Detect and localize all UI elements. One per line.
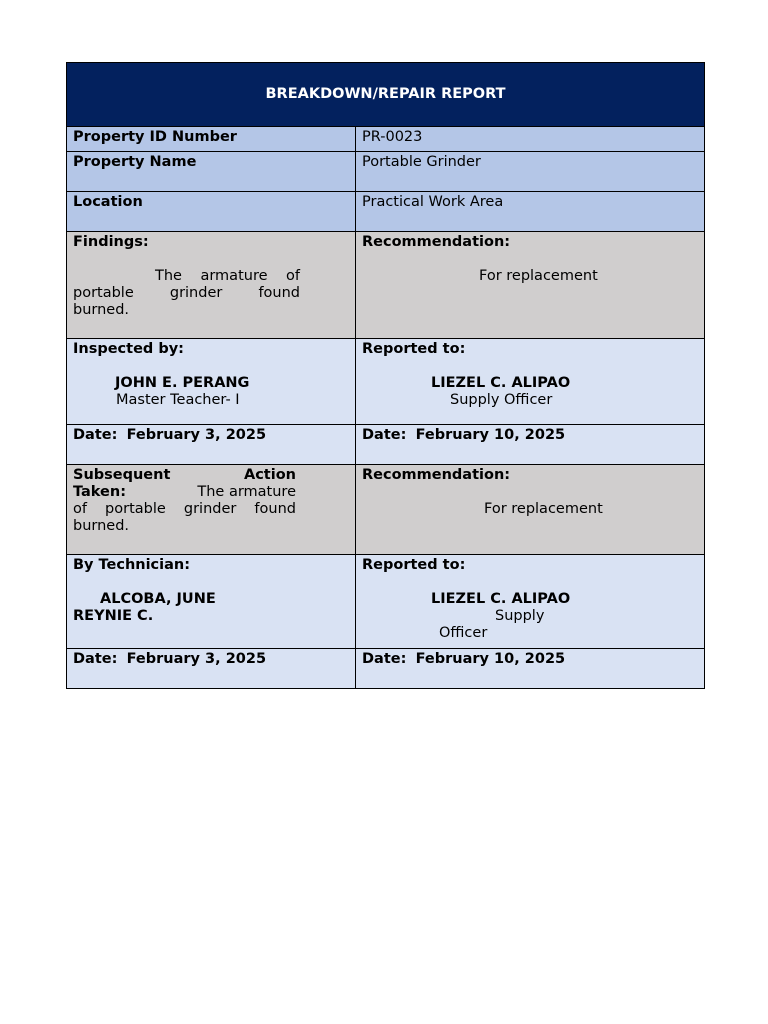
date-label-right-2: Date: bbox=[362, 651, 407, 667]
reported-to-position-2-line-2: Officer bbox=[439, 625, 488, 641]
findings-line-1: The armature of bbox=[155, 268, 300, 284]
inspected-by-cell bbox=[67, 339, 356, 425]
breakdown-repair-report-table bbox=[66, 62, 705, 689]
findings-cell bbox=[67, 232, 356, 339]
reported-to-position-1: Supply Officer bbox=[450, 392, 553, 408]
property-id-value: PR-0023 bbox=[356, 127, 705, 152]
property-id-label: Property ID Number bbox=[67, 127, 356, 152]
date-value-left-2: February 3, 2025 bbox=[126, 651, 267, 667]
property-name-label: Property Name bbox=[67, 152, 356, 192]
date-label-left-1: Date: bbox=[73, 427, 118, 443]
property-name-value: Portable Grinder bbox=[356, 152, 705, 192]
technician-row bbox=[67, 555, 705, 649]
reported-to-name-2: LIEZEL C. ALIPAO bbox=[431, 591, 571, 607]
reported-to-name-1: LIEZEL C. ALIPAO bbox=[431, 375, 571, 391]
title-row bbox=[67, 63, 705, 127]
findings-row bbox=[67, 232, 705, 339]
subsequent-line-1: Subsequent Action bbox=[73, 467, 296, 483]
date-row-1 bbox=[67, 425, 705, 465]
recommendation-cell-1 bbox=[356, 232, 705, 339]
recommendation-value-1: For replacement bbox=[479, 268, 598, 284]
reported-to-position-2-line-1: Supply bbox=[495, 608, 545, 624]
subsequent-line-3: of portable grinder found bbox=[73, 501, 296, 517]
reported-to-cell-2 bbox=[356, 555, 705, 649]
reported-to-label-1: Reported to: bbox=[362, 341, 466, 357]
date-cell-right-2 bbox=[356, 649, 705, 689]
inspector-position: Master Teacher- I bbox=[116, 392, 240, 408]
location-value: Practical Work Area bbox=[356, 192, 705, 232]
subsequent-action-cell bbox=[67, 465, 356, 555]
property-id-row bbox=[67, 127, 705, 152]
inspector-name: JOHN E. PERANG bbox=[115, 375, 250, 391]
recommendation-cell-2 bbox=[356, 465, 705, 555]
date-row-2 bbox=[67, 649, 705, 689]
inspected-row bbox=[67, 339, 705, 425]
property-name-row bbox=[67, 152, 705, 192]
subsequent-line-4: burned. bbox=[73, 518, 130, 534]
date-cell-left-2 bbox=[67, 649, 356, 689]
subsequent-action-row bbox=[67, 465, 705, 555]
subsequent-action-text bbox=[73, 467, 296, 535]
location-label: Location bbox=[67, 192, 356, 232]
recommendation-label-2: Recommendation: bbox=[362, 467, 511, 483]
date-value-left-1: February 3, 2025 bbox=[126, 427, 267, 443]
findings-label: Findings: bbox=[73, 234, 149, 250]
findings-text bbox=[73, 268, 300, 319]
recommendation-label-1: Recommendation: bbox=[362, 234, 511, 250]
date-value-right-1: February 10, 2025 bbox=[415, 427, 566, 443]
technician-name-line-2: REYNIE C. bbox=[73, 608, 154, 624]
findings-line-3: burned. bbox=[73, 302, 130, 318]
reported-to-cell-1 bbox=[356, 339, 705, 425]
date-cell-right-1 bbox=[356, 425, 705, 465]
findings-line-2: portable grinder found bbox=[73, 285, 300, 301]
by-technician-cell bbox=[67, 555, 356, 649]
by-technician-label: By Technician: bbox=[73, 557, 191, 573]
technician-name-line-1: ALCOBA, JUNE bbox=[100, 591, 216, 607]
inspected-by-label: Inspected by: bbox=[73, 341, 184, 357]
subsequent-line-2: Taken: The armature bbox=[73, 484, 296, 500]
recommendation-value-2: For replacement bbox=[484, 501, 603, 517]
date-label-right-1: Date: bbox=[362, 427, 407, 443]
date-label-left-2: Date: bbox=[73, 651, 118, 667]
date-value-right-2: February 10, 2025 bbox=[415, 651, 566, 667]
reported-to-label-2: Reported to: bbox=[362, 557, 466, 573]
location-row bbox=[67, 192, 705, 232]
date-cell-left-1 bbox=[67, 425, 356, 465]
report-title: BREAKDOWN/REPAIR REPORT bbox=[67, 63, 705, 127]
